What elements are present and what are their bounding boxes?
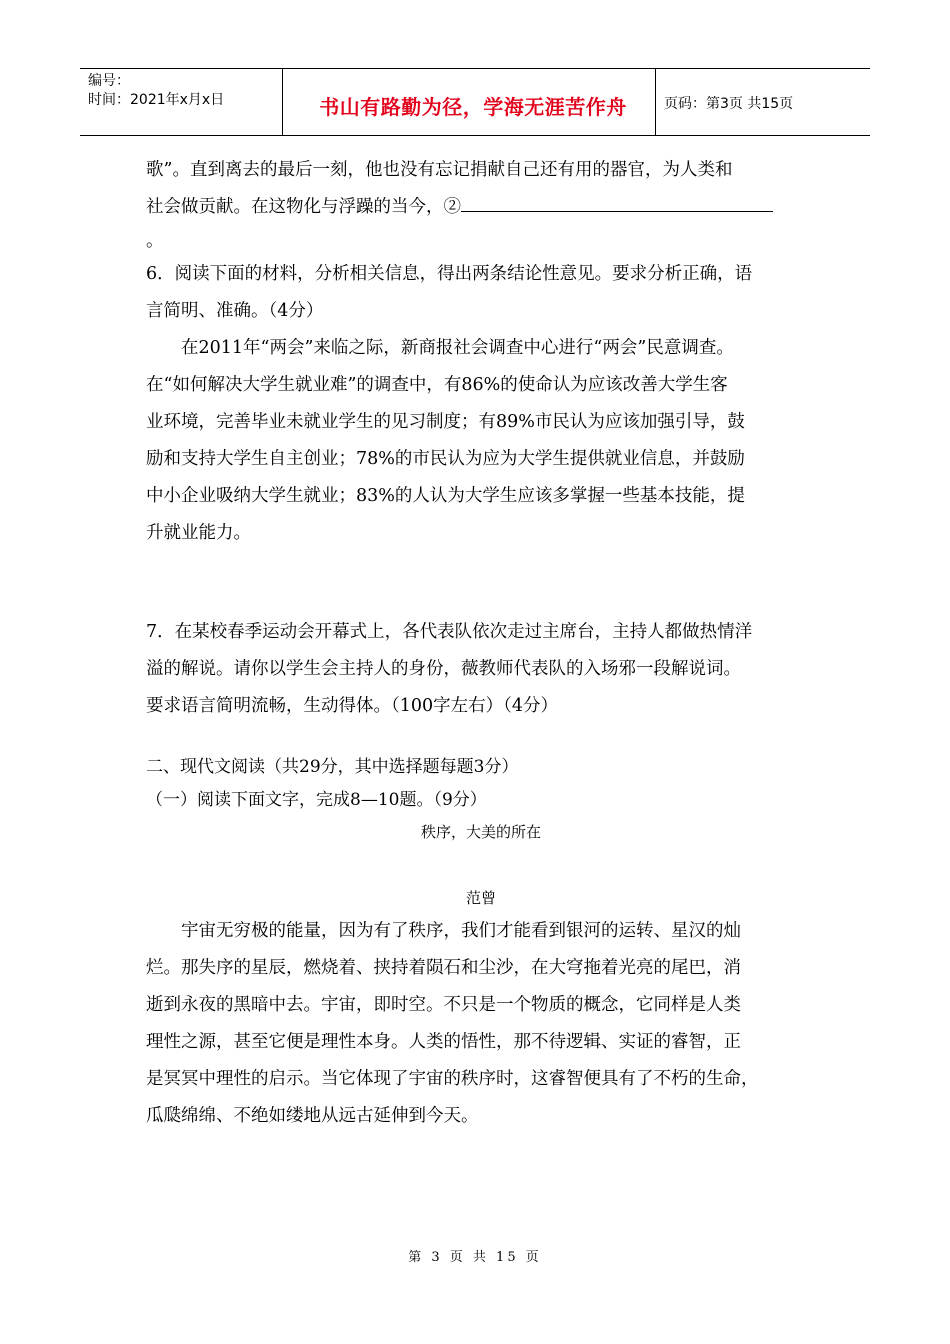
question-6-material: 在2011年“两会”来临之际，新商报社会调查中心进行“两会”民意调查。 <box>181 338 734 358</box>
question-6-material: 在“如何解决大学生就业难”的调查中，有86%的使命认为应该改善大学生客 <box>146 375 728 395</box>
text-line: 社会做贡献。在这物化与浮躁的当今，② <box>146 197 461 217</box>
page-footer: 第 3 页 共 15 页 <box>408 1250 542 1265</box>
question-7-prompt: 7．在某校春季运动会开幕式上，各代表队依次走过主席台，主持人都做热情洋 <box>146 622 753 642</box>
question-7-prompt: 要求语言简明流畅，生动得体。（100字左右）（4分） <box>146 696 559 716</box>
section-heading: 二、现代文阅读（共29分，其中选择题每题3分） <box>146 757 519 777</box>
spacer <box>146 725 816 751</box>
text-line: 歌”。直到离去的最后一刻，他也没有忘记捐献自己还有用的器官，为人类和 <box>146 160 733 180</box>
article-paragraph: 是冥冥中理性的启示。当它体现了宇宙的秩序时，这睿智便具有了不朽的生命， <box>146 1069 759 1089</box>
question-6-material: 中小企业吸纳大学生就业；83%的人认为大学生应该多掌握一些基本技能，提 <box>146 486 745 506</box>
header-divider <box>655 69 656 135</box>
spacer <box>146 847 816 883</box>
spacer <box>146 552 816 614</box>
article-paragraph: 逝到永夜的黑暗中去。宇宙，即时空。不只是一个物质的概念，它同样是人类 <box>146 995 741 1015</box>
article-paragraph: 宇宙无穷极的能量，因为有了秩序，我们才能看到银河的运转、星汉的灿 <box>181 921 741 941</box>
answer-blank[interactable] <box>461 193 773 212</box>
question-6-material: 励和支持大学生自主创业；78%的市民认为应为大学生提供就业信息，并鼓励 <box>146 449 745 469</box>
question-6-material: 业环境，完善毕业未就业学生的见习制度；有89%市民认为应该加强引导，鼓 <box>146 412 745 432</box>
header-motto: 书山有路勤为径，学海无涯苦作舟 <box>319 95 627 119</box>
subsection-heading: （一）阅读下面文字，完成8—10题。（9分） <box>146 790 487 810</box>
question-6-prompt: 6．阅读下面的材料，分析相关信息，得出两条结论性意见。要求分析正确，语 <box>146 264 753 284</box>
text-line-with-blank <box>146 189 816 226</box>
question-7-prompt: 溢的解说。请你以学生会主持人的身份，薇教师代表队的入场邪一段解说词。 <box>146 659 741 679</box>
article-paragraph: 烂。那失序的星辰，燃烧着、挟持着陨石和尘沙，在大穹拖着光亮的尾巴，消 <box>146 958 741 978</box>
header-time-label: 时间：2021年x月x日 <box>88 92 225 108</box>
article-title: 秩序，大美的所在 <box>420 823 541 841</box>
header-divider <box>282 69 283 135</box>
header-number-label: 编号： <box>88 73 130 89</box>
text-line: 。 <box>146 231 164 251</box>
article-paragraph: 瓜瓞绵绵、不绝如缕地从远古延伸到今天。 <box>146 1106 479 1126</box>
question-6-material: 升就业能力。 <box>146 523 251 543</box>
document-header <box>80 68 870 136</box>
header-meta <box>88 72 224 110</box>
article-author: 范曾 <box>465 889 496 907</box>
header-page-label: 页码：第3页 共15页 <box>664 96 794 112</box>
question-6-prompt: 言简明、准确。（4分） <box>146 301 324 321</box>
document-body <box>146 152 816 1135</box>
article-paragraph: 理性之源，甚至它便是理性本身。人类的悟性，那不待逻辑、实证的睿智，正 <box>146 1032 741 1052</box>
